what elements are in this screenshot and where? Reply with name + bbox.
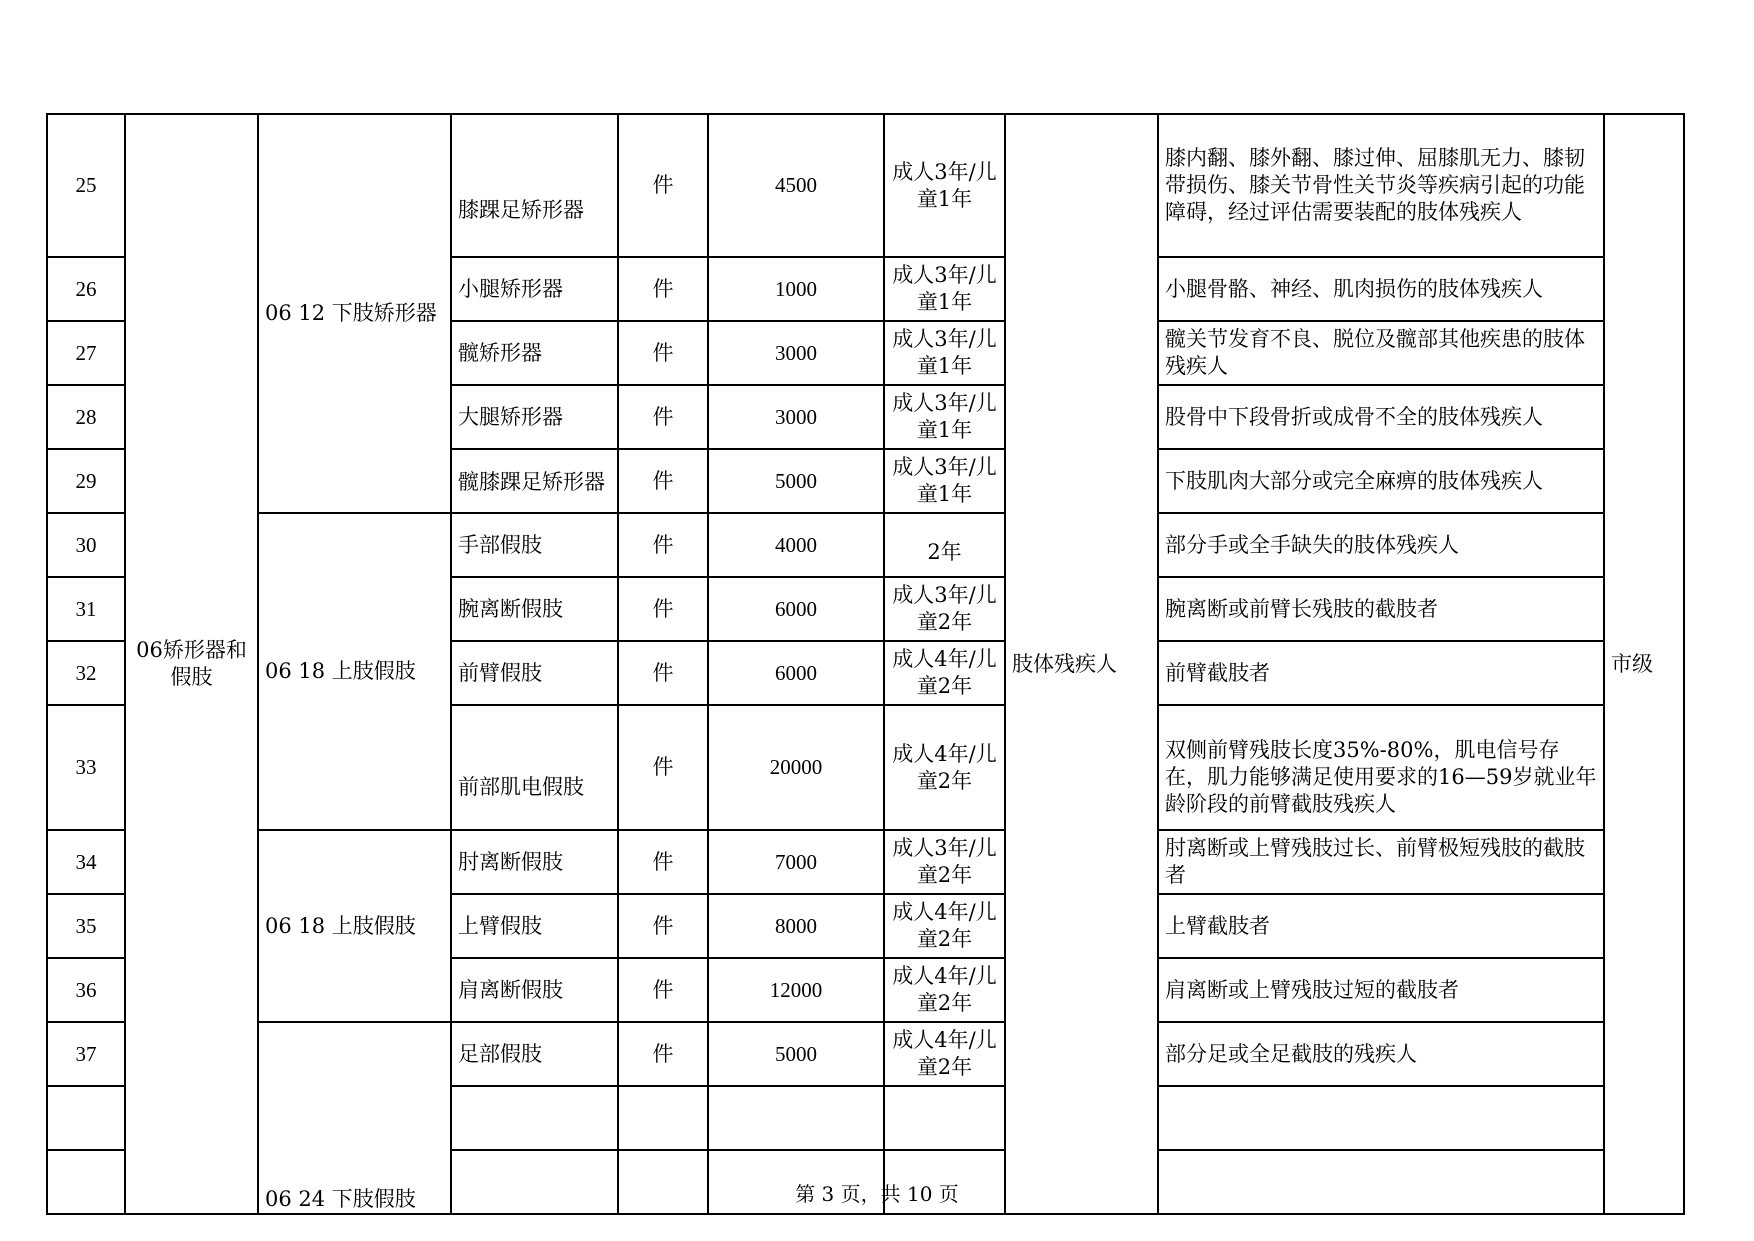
service-life-cell: 成人3年/儿童1年 (884, 321, 1005, 385)
price-cell: 12000 (708, 958, 884, 1022)
service-life-cell: 成人3年/儿童1年 (884, 257, 1005, 321)
device-name: 腕离断假肢 (451, 577, 618, 641)
price-cell: 5000 (708, 449, 884, 513)
service-life-cell: 成人3年/儿童2年 (884, 830, 1005, 894)
condition-cell: 小腿骨骼、神经、肌肉损伤的肢体残疾人 (1158, 257, 1604, 321)
condition-cell: 肘离断或上臂残肢过长、前臂极短残肢的截肢者 (1158, 830, 1604, 894)
price-cell: 5000 (708, 1022, 884, 1086)
condition-cell: 部分手或全手缺失的肢体残疾人 (1158, 513, 1604, 577)
row-seq: 33 (47, 705, 125, 830)
service-life-cell: 成人3年/儿童1年 (884, 449, 1005, 513)
row-seq: 31 (47, 577, 125, 641)
subcategory-cell: 06 12 下肢矫形器 (258, 114, 451, 513)
unit-cell: 件 (618, 894, 708, 958)
unit-cell: 件 (618, 114, 708, 257)
subcategory-cell: 06 24 下肢假肢 (258, 1022, 451, 1214)
unit-cell: 件 (618, 958, 708, 1022)
condition-cell: 股骨中下段骨折或成骨不全的肢体残疾人 (1158, 385, 1604, 449)
unit-cell: 件 (618, 705, 708, 830)
catalog-table (46, 113, 1685, 1215)
row-seq (47, 1086, 125, 1150)
price-cell (708, 1086, 884, 1150)
price-cell: 1000 (708, 257, 884, 321)
unit-cell: 件 (618, 641, 708, 705)
device-name: 上臂假肢 (451, 894, 618, 958)
price-cell: 3000 (708, 321, 884, 385)
service-life-cell: 成人4年/儿童2年 (884, 958, 1005, 1022)
device-name: 肩离断假肢 (451, 958, 618, 1022)
service-life-cell: 2年 (884, 513, 1005, 577)
row-seq: 36 (47, 958, 125, 1022)
page-number-footer: 第 3 页，共 10 页 (795, 1182, 959, 1206)
category-cell: 06矫形器和假肢 (125, 114, 258, 1214)
service-life-cell: 成人4年/儿童2年 (884, 894, 1005, 958)
row-seq: 37 (47, 1022, 125, 1086)
row-seq: 27 (47, 321, 125, 385)
unit-cell: 件 (618, 257, 708, 321)
unit-cell: 件 (618, 321, 708, 385)
condition-cell: 膝内翻、膝外翻、膝过伸、屈膝肌无力、膝韧带损伤、膝关节骨性关节炎等疾病引起的功能障碍，经过评估需要装配的肢体残疾人 (1158, 114, 1604, 257)
unit-cell: 件 (618, 513, 708, 577)
row-seq: 28 (47, 385, 125, 449)
row-seq: 34 (47, 830, 125, 894)
price-cell: 8000 (708, 894, 884, 958)
condition-cell: 腕离断或前臂长残肢的截肢者 (1158, 577, 1604, 641)
target-group-cell: 肢体残疾人 (1005, 114, 1158, 1214)
row-seq: 26 (47, 257, 125, 321)
device-name: 小腿矫形器 (451, 257, 618, 321)
device-name: 前部肌电假肢 (451, 705, 618, 830)
unit-cell: 件 (618, 577, 708, 641)
condition-cell: 下肢肌肉大部分或完全麻痹的肢体残疾人 (1158, 449, 1604, 513)
price-cell: 7000 (708, 830, 884, 894)
condition-cell: 上臂截肢者 (1158, 894, 1604, 958)
price-cell: 3000 (708, 385, 884, 449)
service-life-cell: 成人4年/儿童2年 (884, 1022, 1005, 1086)
price-cell: 20000 (708, 705, 884, 830)
subcategory-cell: 06 18 上肢假肢 (258, 513, 451, 830)
device-name: 足部假肢 (451, 1022, 618, 1086)
device-name (451, 1086, 618, 1150)
unit-cell (618, 1086, 708, 1150)
row-seq: 29 (47, 449, 125, 513)
device-name: 手部假肢 (451, 513, 618, 577)
condition-cell: 前臂截肢者 (1158, 641, 1604, 705)
row-seq: 35 (47, 894, 125, 958)
price-cell: 6000 (708, 577, 884, 641)
unit-cell: 件 (618, 385, 708, 449)
condition-cell: 部分足或全足截肢的残疾人 (1158, 1022, 1604, 1086)
service-life-cell: 成人4年/儿童2年 (884, 705, 1005, 830)
device-name: 肘离断假肢 (451, 830, 618, 894)
condition-cell: 髋关节发育不良、脱位及髋部其他疾患的肢体残疾人 (1158, 321, 1604, 385)
table-row (47, 830, 1684, 894)
price-cell: 4000 (708, 513, 884, 577)
table-row (47, 513, 1684, 577)
level-cell: 市级 (1604, 114, 1684, 1214)
service-life-cell (884, 1086, 1005, 1150)
unit-cell: 件 (618, 449, 708, 513)
condition-cell: 双侧前臂残肢长度35%-80%，肌电信号存在，肌力能够满足使用要求的16—59岁就业年龄阶段的前臂截肢残疾人 (1158, 705, 1604, 830)
device-name: 大腿矫形器 (451, 385, 618, 449)
subcategory-cell: 06 18 上肢假肢 (258, 830, 451, 1022)
service-life-cell: 成人3年/儿童1年 (884, 114, 1005, 257)
unit-cell: 件 (618, 1022, 708, 1086)
condition-cell: 肩离断或上臂残肢过短的截肢者 (1158, 958, 1604, 1022)
table-row (47, 114, 1684, 257)
price-cell: 4500 (708, 114, 884, 257)
service-life-cell: 成人3年/儿童2年 (884, 577, 1005, 641)
device-name: 膝踝足矫形器 (451, 114, 618, 257)
service-life-cell: 成人3年/儿童1年 (884, 385, 1005, 449)
condition-cell (1158, 1086, 1604, 1150)
row-seq: 32 (47, 641, 125, 705)
unit-cell: 件 (618, 830, 708, 894)
row-seq: 25 (47, 114, 125, 257)
device-name: 髋矫形器 (451, 321, 618, 385)
service-life-cell: 成人4年/儿童2年 (884, 641, 1005, 705)
device-name: 前臂假肢 (451, 641, 618, 705)
price-cell: 6000 (708, 641, 884, 705)
table-row (47, 1022, 1684, 1086)
row-seq: 30 (47, 513, 125, 577)
device-name: 髋膝踝足矫形器 (451, 449, 618, 513)
